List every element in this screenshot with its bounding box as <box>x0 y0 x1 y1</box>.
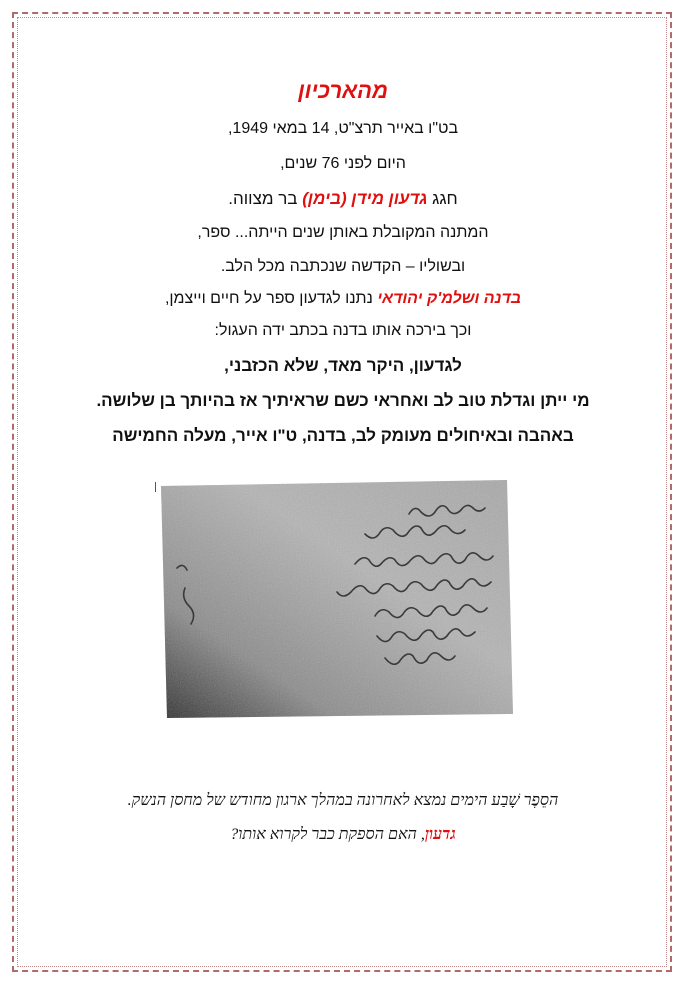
dedication-line-3: באהבה ובאיחולים מעומק לב, בדנה, ט"ו אייר, מעלה החמישה <box>112 426 574 445</box>
date-line: בט"ו באייר תרצ"ט, 14 במאי 1949, <box>227 120 459 137</box>
barmitzvah-suffix: בר מצווה. <box>228 189 298 208</box>
honoree-name: גדעון מידן (בימן) <box>302 189 428 208</box>
dedication-line-2: מי ייתן וגדלת טוב לב ואחראי כשם שראיתיך אז בהיותך בן שלושה. <box>96 391 590 410</box>
caption-line-2 <box>40 826 646 844</box>
margins-line: ובשוליו – הקדשה שנכתבה מכל הלב. <box>220 258 466 275</box>
givers-line <box>40 290 646 308</box>
caption-question: , האם הספקת כבר לקרוא אותו? <box>230 826 425 843</box>
page-title: מהארכיון <box>298 78 388 103</box>
caption-name: גדעון <box>424 826 456 843</box>
gift-line: המתנה המקובלת באותן שנים הייתה... ספר, <box>197 224 489 241</box>
givers-names: בדנה ושלמ'ק יהודאי <box>377 290 522 307</box>
dedication-line-1: לגדעון, היקר מאד, שלא הכזבני, <box>224 356 462 375</box>
years-ago-line: היום לפני 76 שנים, <box>280 155 406 172</box>
givers-rest: נתנו לגדעון ספר על חיים וייצמן, <box>164 290 373 307</box>
caption-line-1: הסֵפֶר שָׁבַע הימים נמצא לאחרונה במהלך ארגון מחודש של מחסן הנשק. <box>127 792 559 809</box>
handwritten-dedication-photo <box>155 478 515 718</box>
blessing-intro-line: וכך בירכה אותו בדנה בכתב ידה העגול: <box>214 322 472 339</box>
barmitzvah-prefix: חגג <box>432 189 458 208</box>
barmitzvah-line <box>40 189 646 209</box>
